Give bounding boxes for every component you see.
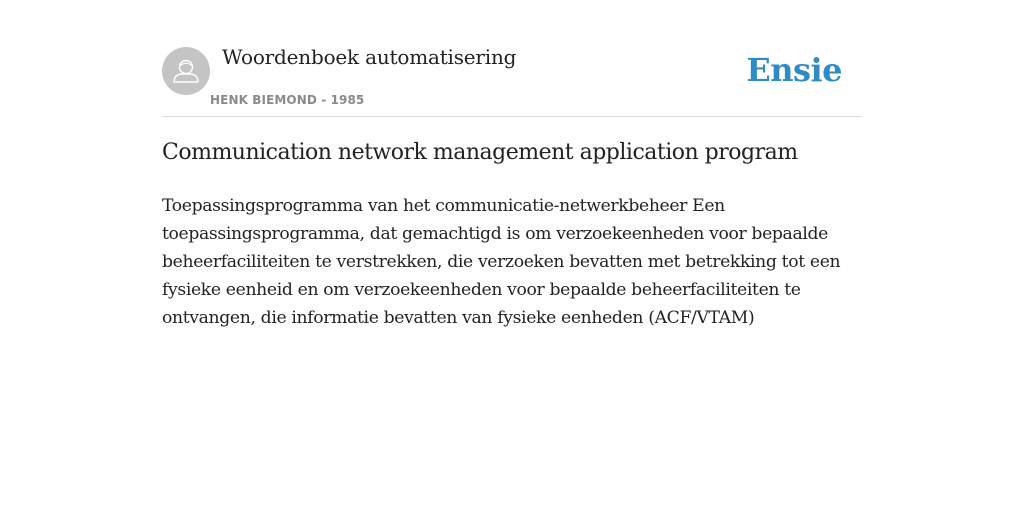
header [162, 0, 862, 117]
publication-year: 1985 [330, 93, 365, 107]
entry-definition: Toepassingsprogramma van het communicatie-netwerkbeheer Een toepassingsprogramma, dat gemachtigd is om verzoekeenheden voor bepaalde beheerfaciliteiten te verstrekken, die verzoeken bevatten met betrekking tot een fysieke eenheid en om verzoekeenheden voor bepaalde beheerfaciliteiten te ontvangen, die informatie bevatten van fysieke eenheden (ACF/VTAM) [162, 196, 841, 328]
entry-title: Communication network management application program [162, 140, 798, 165]
book-title[interactable]: Woordenboek automatisering [222, 45, 517, 69]
ensie-logo[interactable]: Ensie [746, 51, 842, 89]
author-separator: - [321, 93, 327, 107]
author-avatar[interactable] [162, 47, 210, 95]
user-placeholder-icon [162, 47, 210, 95]
author-line [210, 93, 364, 107]
author-name[interactable]: HENK BIEMOND [210, 93, 317, 107]
